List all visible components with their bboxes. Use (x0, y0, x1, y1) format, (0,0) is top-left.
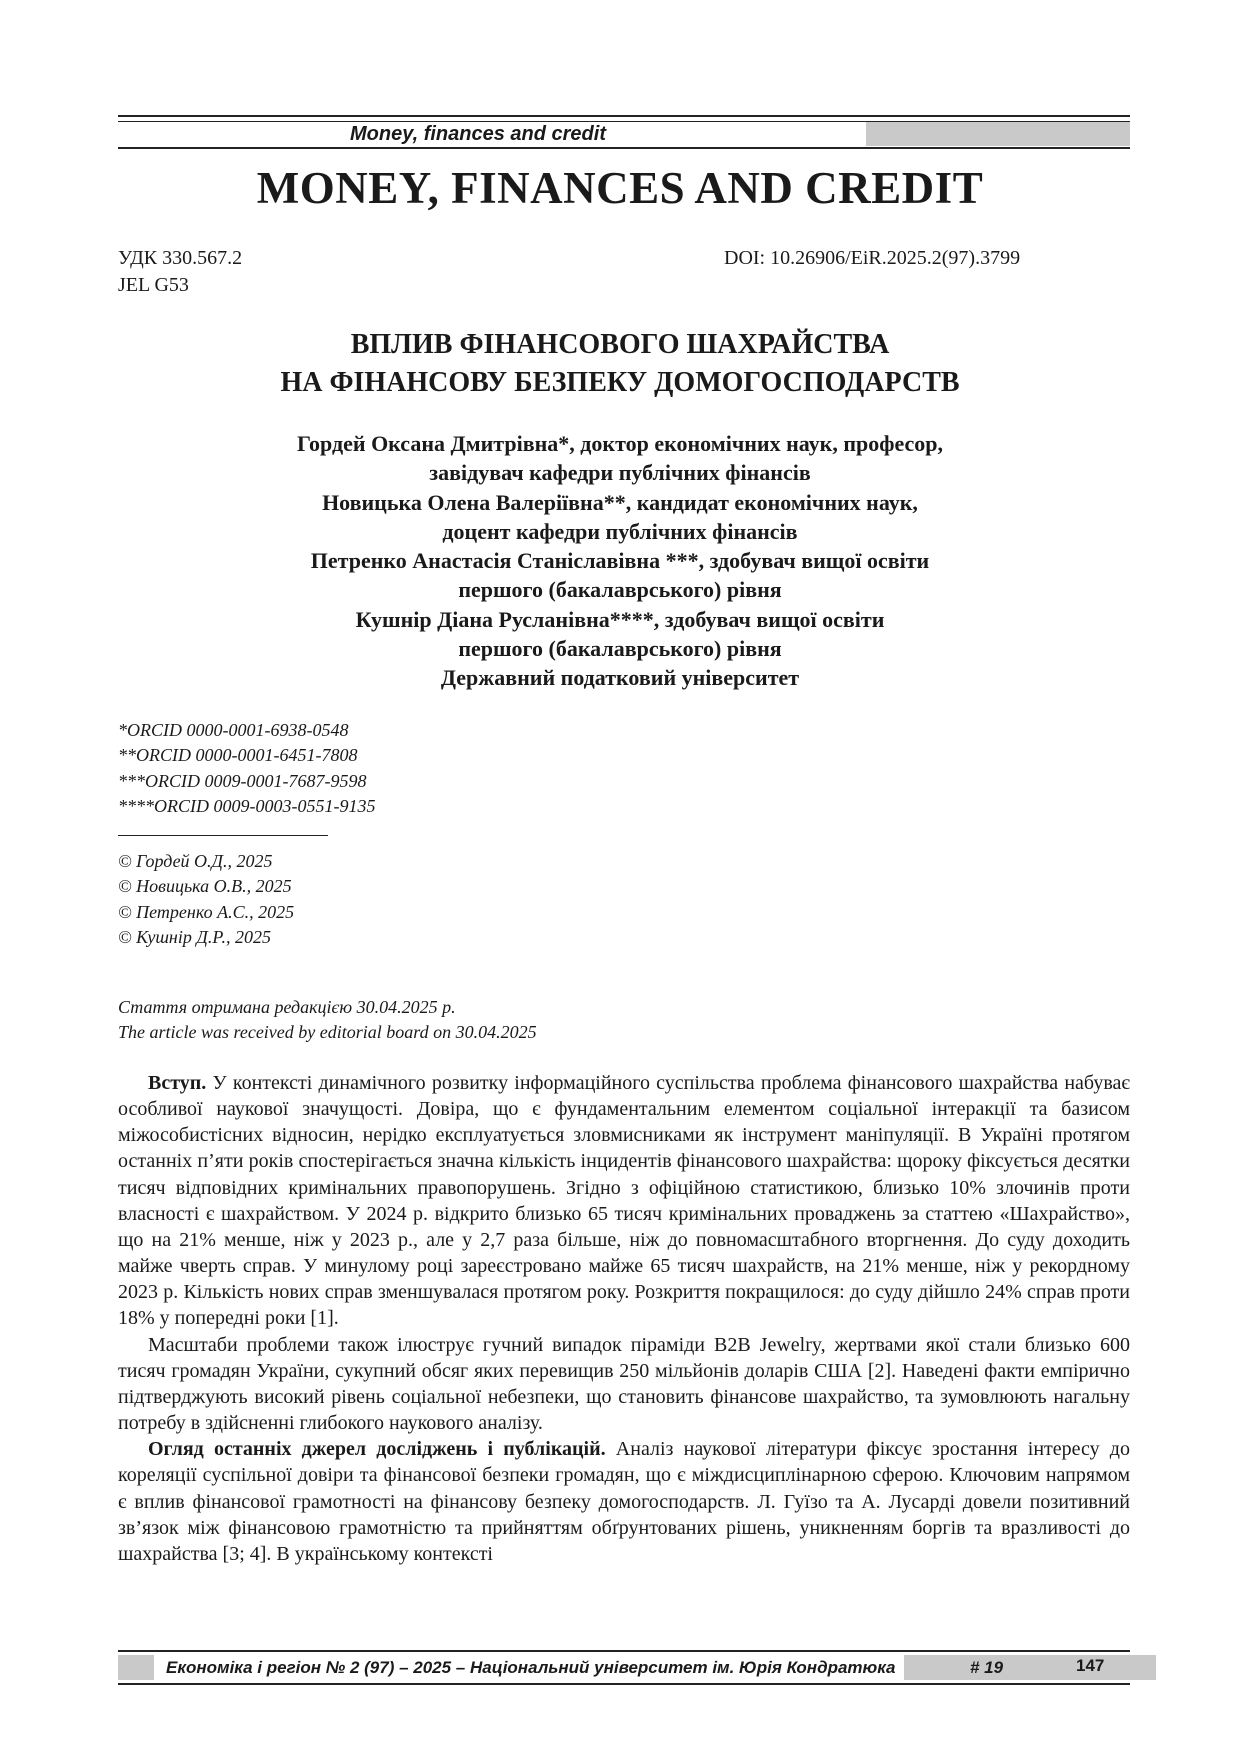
author-line: першого (бакалаврського) рівня (458, 577, 782, 603)
page-footer (118, 1650, 1130, 1688)
paragraph-text: Масштаби проблеми також ілюструє гучний випадок піраміди B2B Jewelry, жертвами якої стали близько 600 тисяч громадян України, сукупний обсяг яких перевищив 250 мільйонів доларів США [2]. Наведені факти емпірично підтверджують високий рівень соціальної небезпеки, що становить фінансове шахрайство, та зумовлюють нагальну потребу в здійсненні глибокого наукового аналізу. (118, 1333, 1130, 1435)
orcid-item: ***ORCID 0009-0001-7687-9598 (118, 770, 367, 791)
doi: DOI: 10.26906/EiR.2025.2(97).3799 (724, 247, 1021, 269)
paragraph-literature-review (118, 1436, 1130, 1567)
running-header-gray-bar (866, 122, 1130, 146)
footnote-separator (118, 835, 328, 836)
paragraph-heading: Вступ. (148, 1072, 207, 1094)
author-line: Новицька Олена Валеріївна**, кандидат економічних наук, (322, 489, 918, 515)
footer-journal: Економіка і регіон № 2 (97) – 2025 – Національний університет ім. Юрія Кондратюка (166, 1658, 896, 1677)
author-line: першого (бакалаврського) рівня (458, 636, 782, 662)
received-date-en: The article was received by editorial board on 30.04.2025 (118, 1022, 537, 1042)
copyright-item: © Гордей О.Д., 2025 (118, 851, 273, 871)
copyright-list (118, 849, 294, 950)
running-header-text-area (118, 122, 866, 146)
orcid-item: **ORCID 0000-0001-6451-7808 (118, 745, 358, 766)
author-line: Петренко Анастасія Станіславівна ***, здобувач вищої освіти (310, 548, 930, 574)
copyright-item: © Петренко А.С., 2025 (118, 901, 295, 922)
article-title-line: ВПЛИВ ФІНАНСОВОГО ШАХРАЙСТВА (350, 329, 890, 360)
footer-bottom-rule (118, 1683, 1130, 1685)
author-line: Гордей Оксана Дмитрівна*, доктор економічних наук, професор, (296, 431, 944, 456)
author-affiliation: Державний податковий університет (440, 665, 800, 691)
author-line: завідувач кафедри публічних фінансів (429, 460, 811, 486)
header-bottom-rule (118, 147, 1130, 149)
paragraph-heading: Огляд останніх джерел досліджень і публікацій. (148, 1438, 606, 1461)
running-header (118, 122, 1130, 146)
orcid-item: ****ORCID 0009-0003-0551-9135 (118, 795, 376, 816)
footer-issue: # 19 (970, 1658, 1004, 1677)
paragraph-text: У контексті динамічного розвитку інформаційного суспільства проблема фінансового шахрайства набуває особливої наукової значущості. Довіра, що є фундаментальним елементом соціальної інтеракції та базисом міжособистісних відносин, нерідко експлуатується зловмисниками як інструмент маніпуляції. В Україні протягом останніх п’яти років спостерігається значна кількість інцидентів фінансового шахрайства: щороку фіксується десятки тисяч відповідних кримінальних правопорушень. Згідно з офіційною статистикою, близько 10% злочинів проти власності є шахрайством. У 2024 р. відкрито близько 65 тисяч кримінальних проваджень за статтею «Шахрайство», що на 21% менше, ніж у 2023 р., але у 2,7 раза більше, ніж до повномасштабного вторгнення. До суду доходить майже чверть справ. У минулому році зареєстровано майже 65 тисяч шахрайств, на 21% менше, ніж у рекордному 2023 р. Кількість нових справ зменшувалася протягом року. Розкриття покращилося: до суду дійшло 24% справ проти 18% у попередні роки [1]. (118, 1072, 1130, 1330)
paragraph-introduction (118, 1070, 1130, 1332)
author-line: доцент кафедри публічних фінансів (442, 518, 798, 544)
footer-gray-block (904, 1655, 1156, 1680)
paragraph-text: Аналіз наукової літератури фіксує зростання інтересу до кореляції суспільної довіри та фінансової безпеки громадян, що є міждисциплінарною сферою. Ключовим напрямом є вплив фінансової грамотності на фінансову безпеку домогосподарств. Л. Гуїзо та А. Лусарді довели позитивний зв’язок між фінансовою грамотністю та прийняттям обґрунтованих рішень, уникненням боргів та вразливості до шахрайства [3; 4]. В українському контексті (118, 1438, 1130, 1565)
received-date-ua: Стаття отримана редакцією 30.04.2025 р. (118, 997, 456, 1017)
running-header-title: Money, finances and credit (350, 123, 606, 145)
received-date (118, 995, 537, 1045)
page-number: 147 (1076, 1656, 1105, 1675)
article-title (0, 326, 1240, 402)
author-line: Кушнір Діана Русланівна****, здобувач вищої освіти (355, 606, 885, 632)
jel-code: JEL G53 (118, 274, 189, 296)
copyright-item: © Новицька О.В., 2025 (118, 876, 292, 897)
udk-code: УДК 330.567.2 (118, 247, 243, 269)
copyright-item: © Кушнір Д.Р., 2025 (118, 926, 272, 947)
footer-top-rule (118, 1650, 1130, 1652)
footer-gray-block (118, 1655, 154, 1680)
article-body (118, 1070, 1130, 1567)
orcid-list (118, 718, 375, 819)
section-title: MONEY, FINANCES AND CREDIT (256, 163, 984, 213)
article-title-line: НА ФІНАНСОВУ БЕЗПЕКУ ДОМОГОСПОДАРСТВ (280, 367, 960, 398)
orcid-item: *ORCID 0000-0001-6938-0548 (118, 720, 349, 740)
header-double-rule (118, 115, 1130, 122)
author-block (0, 429, 1240, 693)
